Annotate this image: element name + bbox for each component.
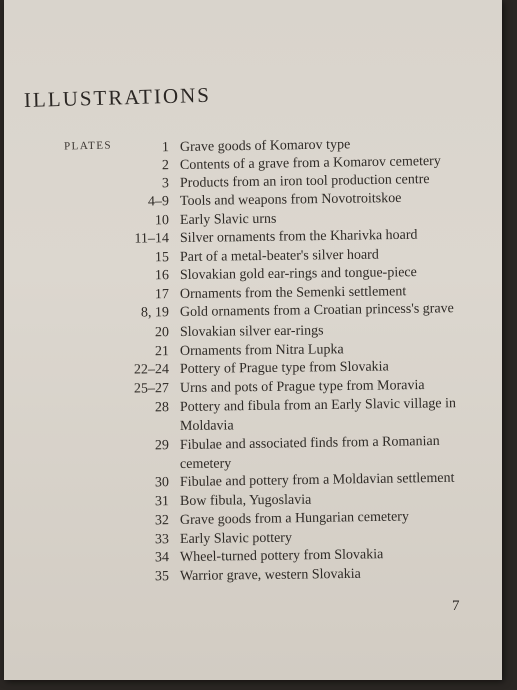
plate-number: 28 bbox=[154, 400, 170, 416]
illustrations-list bbox=[4, 0, 502, 680]
plate-number: 11–14 bbox=[134, 231, 170, 247]
plate-number: 34 bbox=[154, 550, 170, 566]
plate-title: Grave goods from a Hungarian cemetery bbox=[179, 509, 410, 528]
plate-number: 30 bbox=[154, 475, 170, 491]
plate-number: 20 bbox=[154, 325, 170, 341]
plate-title: Tools and weapons from Novotroitskoe bbox=[179, 190, 402, 209]
plate-number: 32 bbox=[154, 513, 170, 529]
plates-label: PLATES bbox=[63, 139, 113, 153]
plate-title: Urns and pots of Prague type from Moravia bbox=[179, 378, 425, 396]
plate-number: 21 bbox=[154, 344, 170, 360]
plate-number: 16 bbox=[154, 268, 170, 284]
plate-number: 35 bbox=[154, 569, 170, 585]
plate-title: Contents of a grave from a Komarov cemetery bbox=[179, 153, 441, 173]
plate-title: Part of a metal-beater's silver hoard bbox=[179, 247, 379, 265]
plate-title: Ornaments from the Semenki settlement bbox=[179, 284, 407, 302]
plate-number: 3 bbox=[161, 176, 170, 192]
plate-number: 8, 19 bbox=[140, 305, 170, 321]
plate-title: Slovakian gold ear-rings and tongue-piece bbox=[179, 265, 417, 283]
plate-title: Early Slavic pottery bbox=[179, 530, 293, 547]
plate-number: 1 bbox=[161, 140, 170, 156]
plate-title: Silver ornaments from the Kharivka hoard bbox=[179, 227, 418, 246]
plate-number: 10 bbox=[154, 213, 170, 229]
plate-title: Grave goods of Komarov type bbox=[179, 137, 351, 155]
plate-number: 2 bbox=[161, 158, 170, 174]
plate-title: Fibulae and pottery from a Moldavian settlement bbox=[179, 470, 455, 490]
plate-title: Products from an iron tool production centre bbox=[179, 172, 430, 191]
plate-number: 17 bbox=[154, 287, 170, 303]
plate-title: Wheel-turned pottery from Slovakia bbox=[179, 547, 384, 565]
plate-title: Ornaments from Nitra Lupka bbox=[179, 342, 344, 359]
plate-title: Pottery of Prague type from Slovakia bbox=[179, 359, 389, 377]
plate-number: 22–24 bbox=[133, 362, 170, 378]
plate-title: cemetery bbox=[179, 456, 232, 472]
page-number: 7 bbox=[452, 598, 460, 614]
book-page bbox=[4, 0, 502, 680]
plate-number: 15 bbox=[154, 250, 170, 266]
plate-title: Gold ornaments from a Croatian princess's grave bbox=[179, 301, 454, 320]
plate-title: Early Slavic urns bbox=[179, 211, 277, 228]
plate-number: 31 bbox=[154, 494, 170, 510]
plate-title: Warrior grave, western Slovakia bbox=[179, 566, 361, 584]
plate-title: Bow fibula, Yugoslavia bbox=[179, 492, 312, 509]
plate-title: Pottery and fibula from an Early Slavic village in bbox=[179, 396, 457, 415]
plate-number: 29 bbox=[154, 438, 170, 454]
plate-title: Moldavia bbox=[179, 418, 234, 434]
page-heading: ILLUSTRATIONS bbox=[23, 82, 212, 112]
plate-number: 25–27 bbox=[133, 381, 170, 397]
plate-title: Slovakian silver ear-rings bbox=[179, 323, 324, 340]
plate-number: 4–9 bbox=[147, 194, 170, 210]
plate-title: Fibulae and associated finds from a Romanian bbox=[179, 433, 440, 453]
plate-number: 33 bbox=[154, 532, 170, 548]
